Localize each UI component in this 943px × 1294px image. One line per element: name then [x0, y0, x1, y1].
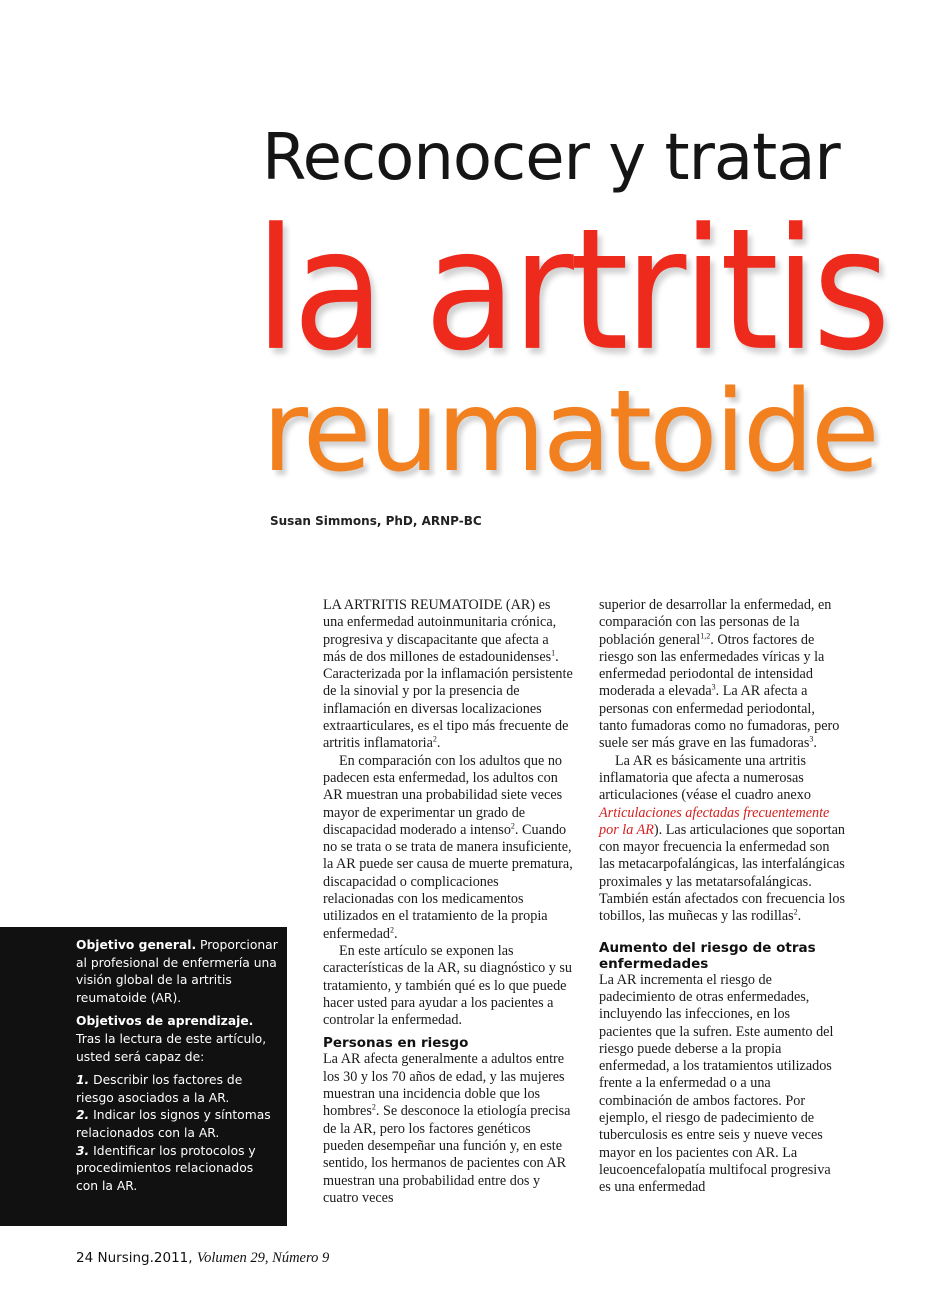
issue-volume: Volumen 29, Número 9 [196, 1250, 330, 1266]
article-column-1 [323, 597, 573, 1207]
article-column-2 [599, 597, 845, 1197]
objective-item: 1. Describir los factores de riesgo asociados a la AR. [76, 1073, 243, 1105]
paragraph: superior de desarrollar la enfermedad, en comparación con las personas de la población general$^{1,2}$. Otros factores de riesgo son las enfermedades víricas y la enfermedad periodontal de intensidad moderada a elevada$^3$. La AR afecta a personas con enfermedad periodontal, tanto fumadoras como no fumadoras, pero suele ser más grave en las fumadoras$^3$. [599, 597, 840, 752]
page-footer [76, 1250, 329, 1267]
title-line-3: reumatoide [262, 367, 877, 497]
title-line-1: Reconocer y tratar [262, 121, 840, 195]
paragraph: La AR afecta generalmente a adultos entre los 30 y los 70 años de edad, y las mujeres muestran una incidencia doble que los hombres$^2$. Se desconoce la etiología precisa de la AR, pero los factores genéticos pueden desempeñar una función y, en este sentido, los hermanos de pacientes con AR muestran una probabilidad entre dos y cuatro veces [323, 1051, 571, 1206]
page-number: 24 [76, 1250, 94, 1266]
objective-item: 3. Identificar los protocolos y procedimientos relacionados con la AR. [76, 1143, 256, 1193]
general-objective: Objetivo general. Proporcionar al profesional de enfermería una visión global de la artritis reumatoide (AR). [76, 938, 278, 1005]
title-line-2: la artritis [255, 193, 887, 389]
author-byline: Susan Simmons, PhD, ARNP-BC [270, 514, 482, 528]
objective-item: 2. Indicar los signos y síntomas relacionados con la AR. [76, 1108, 271, 1140]
paragraph: La AR es básicamente una artritis inflamatoria que afecta a numerosas articulaciones (véase el cuadro anexo Articulaciones afectadas frecuentemente por la AR). Las articulaciones que soportan con mayor frecuencia la enfermedad son las metacarpofalángicas, las interfalángicas proximales y las metatarsofalángicas. También están afectados con frecuencia los tobillos, las muñecas y las rodillas$^2$. [599, 752, 845, 925]
objectives-sidebar [0, 927, 287, 1226]
section-heading: Aumento del riesgo de otras enfermedades [599, 939, 816, 972]
magazine-name: Nursing. [97, 1250, 154, 1266]
paragraph: En este artículo se exponen las características de la AR, su diagnóstico y su tratamiento, y también qué es lo que puede hacer usted para ayudar a los pacientes a controlar la enfermedad. [323, 942, 573, 1029]
paragraph: En comparación con los adultos que no padecen esta enfermedad, los adultos con AR muestran una probabilidad siete veces mayor de experimentar un grado de discapacidad moderado a intenso$^2$. Cuando no se trata o se trata de manera insuficiente, la AR puede ser causa de muerte prematura, discapacidad o complicaciones relacionadas con los medicamentos utilizados en el tratamiento de la propia enfermedad$^2$. [323, 752, 573, 942]
section-heading: Personas en riesgo [323, 1035, 469, 1052]
issue-year: 2011, [153, 1250, 193, 1266]
learning-objectives: Objetivos de aprendizaje. Tras la lectura de este artículo, usted será capaz de: [76, 1014, 267, 1064]
paragraph: LA ARTRITIS REUMATOIDE (AR) es una enfermedad autoinmunitaria crónica, progresiva y discapacitante que afecta a más de dos millones de estadounidenses$^1$. Caracterizada por la inflamación persistente de la sinovial y por la presencia de inflamación en diversas localizaciones extraarticulares, es el tipo más frecuente de artritis inflamatoria$^2$. [323, 597, 573, 752]
box-reference-link[interactable]: Articulaciones afectadas frecuentemente por la AR [599, 804, 830, 838]
paragraph: La AR incrementa el riesgo de padecimiento de otras enfermedades, incluyendo las infecciones, en los pacientes que la sufren. Este aumento del riesgo puede deberse a la propia enfermedad, a los tratamientos utilizados frente a la enfermedad o a una combinación de ambos factores. Por ejemplo, el riesgo de padecimiento de tuberculosis es entre seis y nueve veces mayor en los pacientes con AR. La leucoencefalopatía multifocal progresiva es una enfermedad [599, 971, 834, 1196]
